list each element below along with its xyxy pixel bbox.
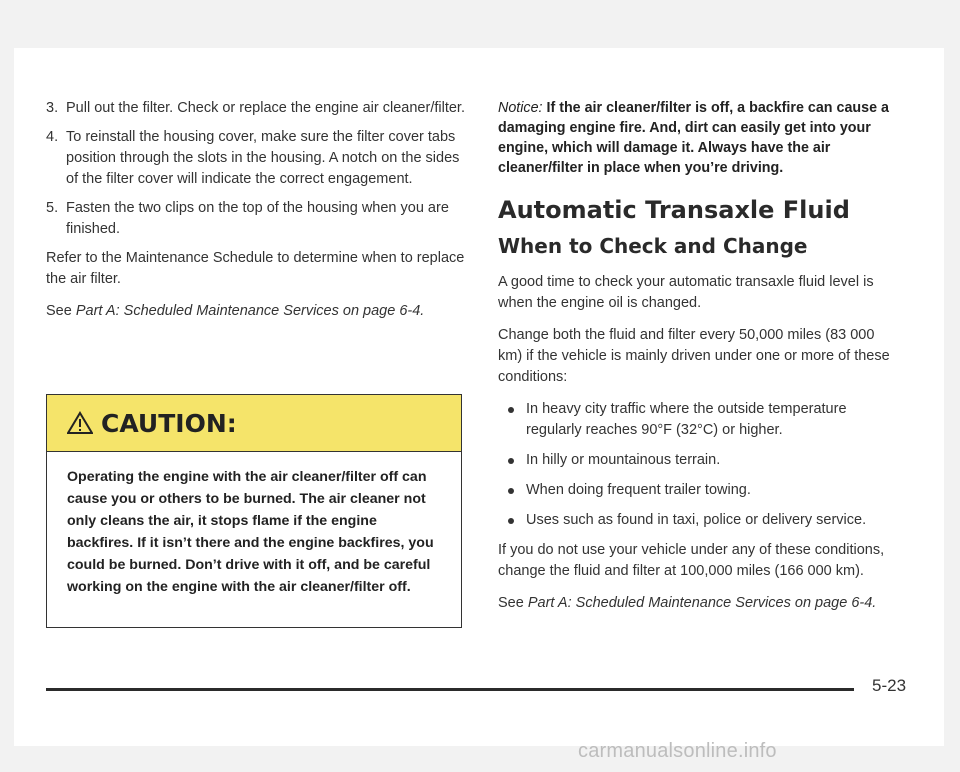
bullet-text: In hilly or mountainous terrain.	[526, 452, 721, 468]
bullet-text: Uses such as found in taxi, police or delivery service.	[526, 512, 867, 528]
paragraph-normal-conditions: If you do not use your vehicle under any of these conditions, change the fluid and filter at 100,000 miles (166 000 km).	[498, 542, 885, 579]
watermark: carmanualsonline.info	[578, 740, 777, 762]
step-number: 5.	[46, 200, 59, 216]
footer-rule	[46, 688, 854, 691]
right-column	[498, 98, 898, 625]
step-number: 4.	[46, 129, 59, 145]
see-prefix: See	[46, 303, 72, 319]
refer-paragraph: Refer to the Maintenance Schedule to determine when to replace the air filter.	[46, 250, 465, 287]
bullet-text: In heavy city traffic where the outside temperature regularly reaches 90°F (32°C) or higher.	[526, 401, 847, 438]
notice-text: If the air cleaner/filter is off, a backfire can cause a damaging engine fire. And, dirt can easily get into your engine, which will damage it. Always have the air cleaner/filter in place when you’re driving.	[498, 100, 889, 176]
bullet-text: When doing frequent trailer towing.	[526, 482, 751, 498]
list-item	[498, 510, 898, 531]
page-number: 5-23	[872, 676, 907, 695]
bullet-icon	[508, 488, 514, 494]
bullet-icon	[508, 518, 514, 524]
notice-label: Notice:	[498, 100, 543, 116]
see-prefix: See	[498, 595, 524, 611]
step-text: Pull out the filter. Check or replace the engine air cleaner/filter.	[66, 100, 465, 116]
see-reference	[46, 301, 466, 322]
caution-header	[47, 395, 461, 452]
caution-label: CAUTION:	[101, 408, 237, 438]
step-number: 3.	[46, 100, 59, 116]
list-item	[498, 450, 898, 471]
section-heading: Automatic Transaxle Fluid	[498, 196, 850, 224]
see-link-text: Part A: Scheduled Maintenance Services on page 6-4.	[527, 595, 877, 611]
step-4	[46, 127, 466, 190]
caution-box	[46, 394, 462, 628]
see-link-text: Part A: Scheduled Maintenance Services on page 6-4.	[75, 303, 425, 319]
caution-text: Operating the engine with the air cleaner/filter off can cause you or others to be burned. The air cleaner not only cleans the air, it stops flame if the engine backfires. If it isn’t there and the engine backfires, you could be burned. Don’t drive with it off, and be careful working on the engine with the air cleaner/filter off.	[67, 469, 434, 595]
step-5	[46, 198, 466, 240]
notice-block	[498, 98, 898, 178]
paragraph-change-interval: Change both the fluid and filter every 50,000 miles (83 000 km) if the vehicle is mainly driven under one or more of these conditions:	[498, 327, 890, 385]
list-item	[498, 399, 898, 441]
paragraph-check-time: A good time to check your automatic transaxle fluid level is when the engine oil is changed.	[498, 274, 874, 311]
step-text: To reinstall the housing cover, make sure the filter cover tabs position through the slots in the housing. A notch on the sides of the filter cover will indicate the correct engagement.	[66, 129, 460, 187]
bullet-icon	[508, 458, 514, 464]
left-column	[46, 98, 466, 333]
warning-triangle-icon	[67, 411, 93, 435]
list-item	[498, 480, 898, 501]
caution-title	[67, 409, 237, 438]
see-reference	[498, 593, 898, 614]
step-3	[46, 98, 466, 119]
section-subheading: When to Check and Change	[498, 234, 808, 258]
bullet-icon	[508, 407, 514, 413]
step-text: Fasten the two clips on the top of the housing when you are finished.	[66, 200, 449, 237]
